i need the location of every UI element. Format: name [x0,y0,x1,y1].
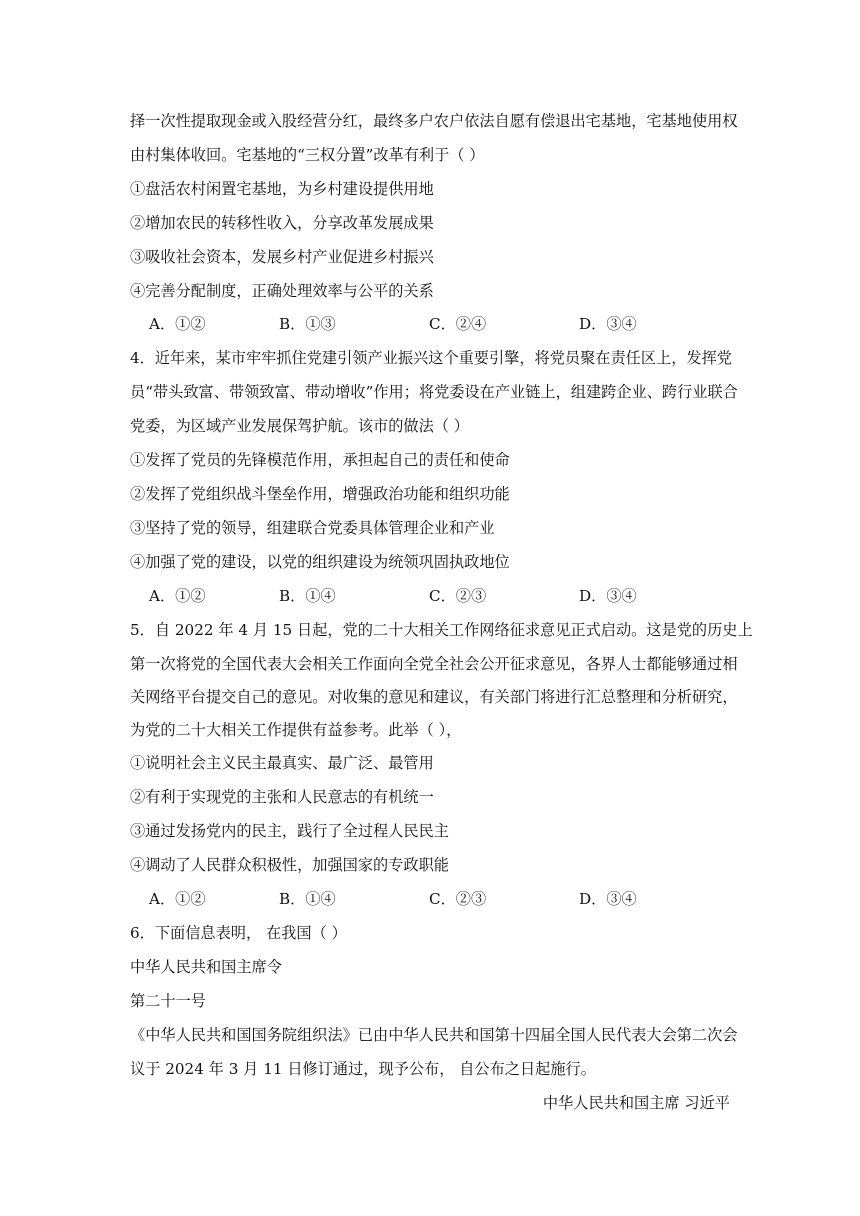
q4-option-a[interactable]: A．①② [149,587,206,605]
q4-stem-line-3: 党委，为区域产业发展保驾护航。该市的做法（ ） [130,417,469,435]
q5-option-d[interactable]: D．③④ [579,890,637,908]
q3-option-d[interactable]: D．③④ [579,315,637,333]
q5-stem-line-4: 为党的二十大相关工作提供有益参考。此举（ ）， [130,721,462,739]
q3-option-c[interactable]: C．②④ [429,315,487,333]
q4-option-b[interactable]: B．①④ [279,587,336,605]
q4-option-c[interactable]: C．②③ [429,587,487,605]
q5-item-2: ②有利于实现党的主张和人民意志的有机统一 [130,788,434,806]
q3-option-a[interactable]: A．①② [149,315,206,333]
q3-option-b[interactable]: B．①③ [279,315,336,333]
q5-option-c[interactable]: C．②③ [429,890,487,908]
q4-stem-line-2: 员“带头致富、带领致富、带动增收”作用；将党委设在产业链上，组建跨企业、跨行业联合 [130,383,738,401]
q5-stem-line-3: 关网络平台提交自己的意见。对收集的意见和建议，有关部门将进行汇总整理和分析研究， [130,688,738,706]
q6-decree-title: 中华人民共和国主席令 [130,958,282,976]
q5-stem-line-1: 5．自 2022 年 4 月 15 日起，党的二十大相关工作网络征求意见正式启动。这是党的历史上 [130,621,753,639]
q5-item-3: ③通过发扬党内的民主，践行了全过程人民民主 [130,822,449,840]
q4-item-1: ①发挥了党员的先锋模范作用，承担起自己的责任和使命 [130,451,510,469]
q6-stem: 6．下面信息表明， 在我国（ ） [130,924,347,942]
q5-stem-line-2: 第一次将党的全国代表大会相关工作面向全党全社会公开征求意见，各界人士都能够通过相 [130,655,738,673]
q3-stem-line-1: 择一次性提取现金或入股经营分红，最终多户农户依法自愿有偿退出宅基地，宅基地使用权 [130,112,738,130]
q3-item-3: ③吸收社会资本，发展乡村产业促进乡村振兴 [130,248,434,266]
q4-item-2: ②发挥了党组织战斗堡垒作用，增强政治功能和组织功能 [130,485,510,503]
q4-item-4: ④加强了党的建设，以党的组织建设为统领巩固执政地位 [130,553,510,571]
q5-option-a[interactable]: A．①② [149,890,206,908]
q3-item-1: ①盘活农村闲置宅基地，为乡村建设提供用地 [130,180,434,198]
q5-option-b[interactable]: B．①④ [279,890,336,908]
q4-option-d[interactable]: D．③④ [579,587,637,605]
q4-item-3: ③坚持了党的领导，组建联合党委具体管理企业和产业 [130,519,495,537]
q5-item-4: ④调动了人民群众积极性，加强国家的专政职能 [130,856,449,874]
q6-decree-body-line-1: 《中华人民共和国国务院组织法》已由中华人民共和国第十四届全国人民代表大会第二次会 [130,1026,738,1044]
q5-item-1: ①说明社会主义民主最真实、最广泛、最管用 [130,754,434,772]
q3-item-2: ②增加农民的转移性收入，分享改革发展成果 [130,214,434,232]
q6-decree-number: 第二十一号 [130,992,206,1010]
q3-stem-line-2: 由村集体收回。宅基地的“三权分置”改革有利于（ ） [130,146,485,164]
q6-decree-signature: 中华人民共和国主席 习近平 [542,1094,730,1112]
q6-decree-body-line-2: 议于 2024 年 3 月 11 日修订通过，现予公布， 自公布之日起施行。 [130,1060,596,1078]
q3-item-4: ④完善分配制度，正确处理效率与公平的关系 [130,282,434,300]
q4-stem-line-1: 4．近年来，某市牢牢抓住党建引领产业振兴这个重要引擎，将党员聚在责任区上，发挥党 [130,349,732,367]
